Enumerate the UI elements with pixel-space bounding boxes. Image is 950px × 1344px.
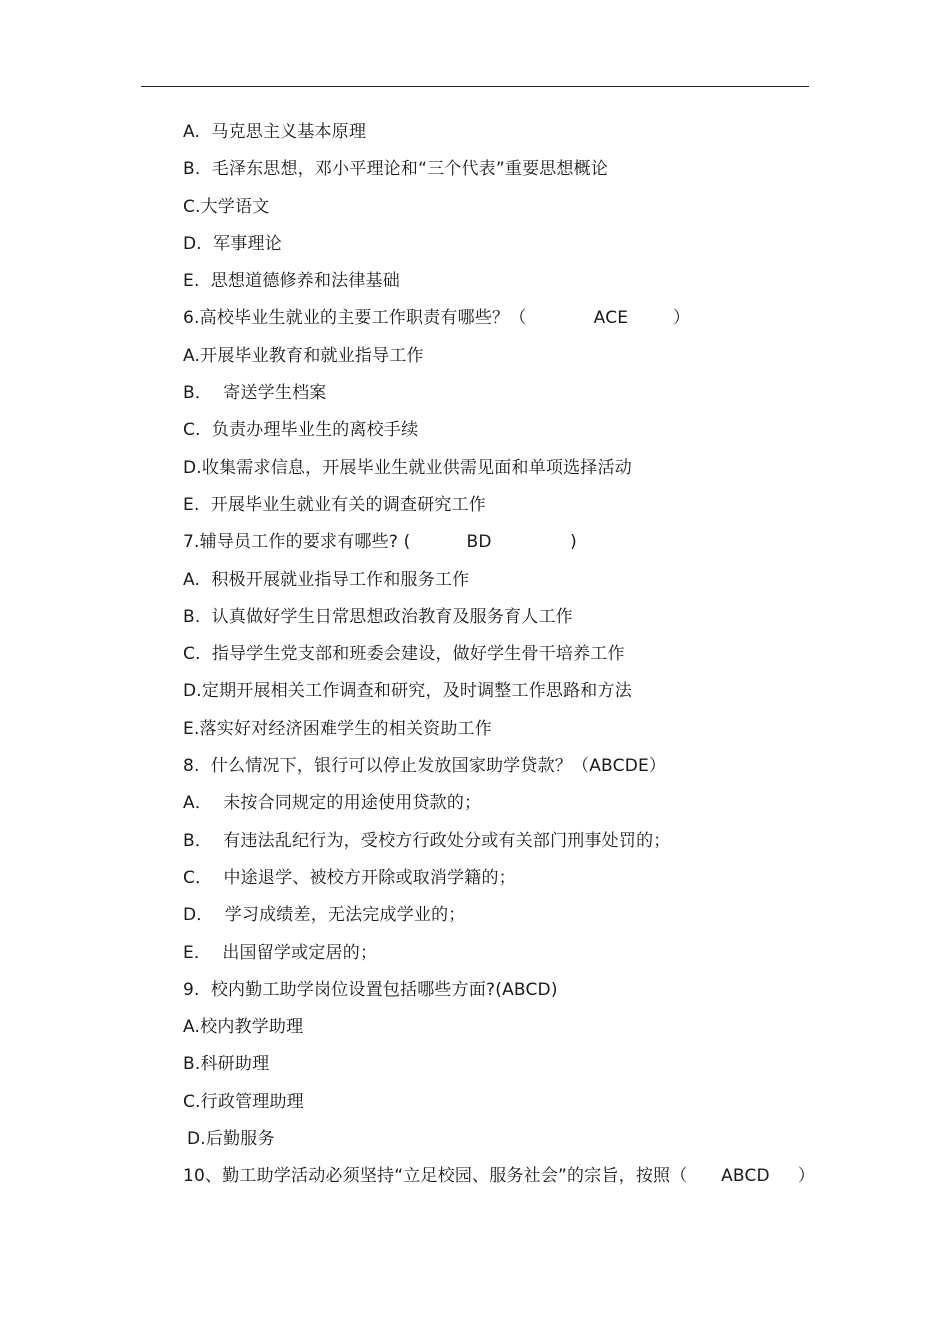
option-line: E. 思想道德修养和法律基础 [183, 271, 400, 292]
option-line: D.定期开展相关工作调查和研究，及时调整工作思路和方法 [183, 681, 632, 702]
option-line: A． 未按合同规定的用途使用贷款的； [183, 793, 482, 814]
question-line: 10、勤工助学活动必须坚持“立足校园、服务社会”的宗旨，按照（ ABCD ） [183, 1166, 816, 1187]
option-line: B. 认真做好学生日常思想政治教育及服务育人工作 [183, 606, 573, 627]
question-line: 9. 校内勤工助学岗位设置包括哪些方面?(ABCD) [183, 979, 558, 1000]
question-line: 8. 什么情况下，银行可以停止发放国家助学贷款？（ABCDE） [183, 756, 667, 777]
header-rule [141, 86, 809, 87]
option-line: C. 负责办理毕业生的离校手续 [183, 420, 419, 441]
option-line: B． 有违法乱纪行为，受校方行政处分或有关部门刑事处罚的； [183, 830, 671, 851]
question-list [183, 114, 823, 1196]
option-line: B． 寄送学生档案 [183, 383, 327, 404]
option-line: D.收集需求信息，开展毕业生就业供需见面和单项选择活动 [183, 457, 632, 478]
question-line: 6.高校毕业生就业的主要工作职责有哪些？（ ACE ） [183, 308, 691, 329]
option-line: E． 出国留学或定居的； [183, 942, 378, 963]
option-line: C． 中途退学、被校方开除或取消学籍的； [183, 867, 516, 888]
option-line: D. 军事理论 [183, 233, 282, 254]
option-line: E.落实好对经济困难学生的相关资助工作 [183, 718, 492, 739]
option-line: C.行政管理助理 [183, 1091, 304, 1112]
option-line: C. 指导学生党支部和班委会建设，做好学生骨干培养工作 [183, 644, 625, 665]
option-line: A.开展毕业教育和就业指导工作 [183, 345, 424, 366]
option-line: D.后勤服务 [187, 1129, 275, 1150]
option-line: B. 毛泽东思想，邓小平理论和“三个代表”重要思想概论 [183, 159, 609, 180]
option-line: A. 积极开展就业指导工作和服务工作 [183, 569, 470, 590]
option-line: B.科研助理 [183, 1054, 270, 1075]
option-line: C.大学语文 [183, 196, 270, 217]
question-line: 7.辅导员工作的要求有哪些? ( BD ) [183, 532, 577, 553]
option-line: A.校内教学助理 [183, 1017, 304, 1038]
option-line: D． 学习成绩差，无法完成学业的； [183, 905, 466, 926]
option-line: E. 开展毕业生就业有关的调查研究工作 [183, 494, 486, 515]
option-line: A. 马克思主义基本原理 [183, 122, 367, 142]
